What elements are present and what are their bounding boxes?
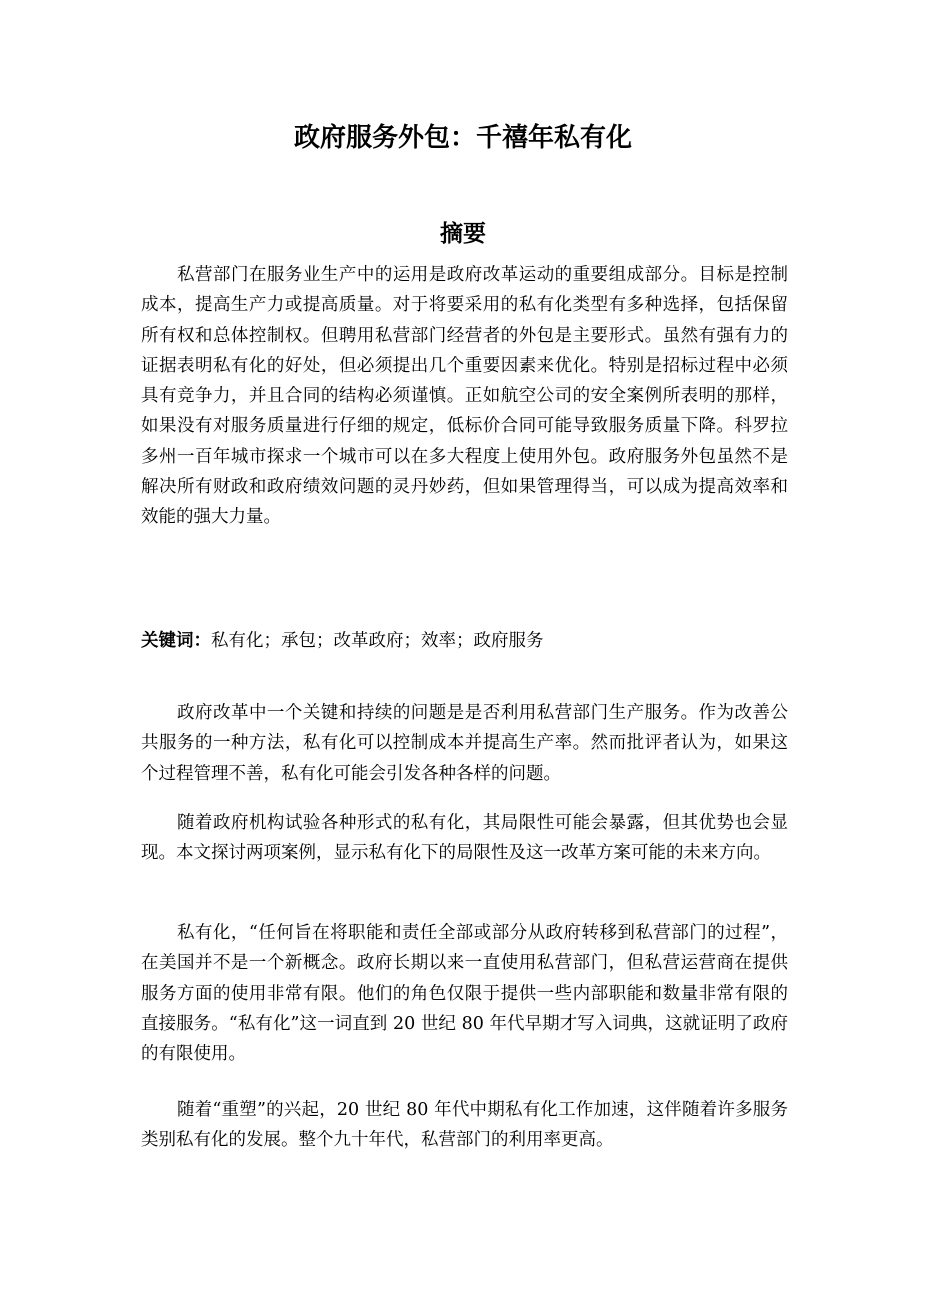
keywords-line (141, 626, 788, 656)
keywords-label: 关键词： (141, 631, 211, 651)
document-title: 政府服务外包：千禧年私有化 (293, 123, 632, 153)
body-paragraph: 随着“重塑”的兴起，20 世纪 80 年代中期私有化工作加速，这伴随着许多服务类别私有化的发展。整个九十年代，私营部门的利用率更高。 (141, 1100, 788, 1151)
body-paragraph: 私有化，“任何旨在将职能和责任全部或部分从政府转移到私营部门的过程”，在美国并不是一个新概念。政府长期以来一直使用私营部门，但私营运营商在提供服务方面的使用非常有限。他们的角色仅限于提供一些内部职能和数量非常有限的直接服务。“私有化”这一词直到 20 世纪 80 年代早期才写入词典，这就证明了政府的有限使用。 (141, 923, 788, 1065)
body-paragraph: 随着政府机构试验各种形式的私有化，其局限性可能会暴露，但其优势也会显现。本文探讨两项案例，显示私有化下的局限性及这一改革方案可能的未来方向。 (141, 813, 788, 864)
abstract-paragraph: 私营部门在服务业生产中的运用是政府改革运动的重要组成部分。目标是控制成本，提高生产力或提高质量。对于将要采用的私有化类型有多种选择，包括保留所有权和总体控制权。但聘用私营部门经营者的外包是主要形式。虽然有强有力的证据表明私有化的好处，但必须提出几个重要因素来优化。特别是招标过程中必须具有竞争力，并且合同的结构必须谨慎。正如航空公司的安全案例所表明的那样，如果没有对服务质量进行仔细的规定，低标价合同可能导致服务质量下降。科罗拉多州一百年城市探求一个城市可以在多大程度上使用外包。政府服务外包虽然不是解决所有财政和政府绩效问题的灵丹妙药，但如果管理得当，可以成为提高效率和效能的强大力量。 (141, 265, 788, 528)
keywords-text: 私有化；承包；改革政府；效率；政府服务 (211, 631, 544, 651)
abstract-heading: 摘要 (440, 221, 486, 247)
body-paragraph: 政府改革中一个关键和持续的问题是是否利用私营部门生产服务。作为改善公共服务的一种方法，私有化可以控制成本并提高生产率。然而批评者认为，如果这个过程管理不善，私有化可能会引发各种各样的问题。 (141, 703, 788, 784)
